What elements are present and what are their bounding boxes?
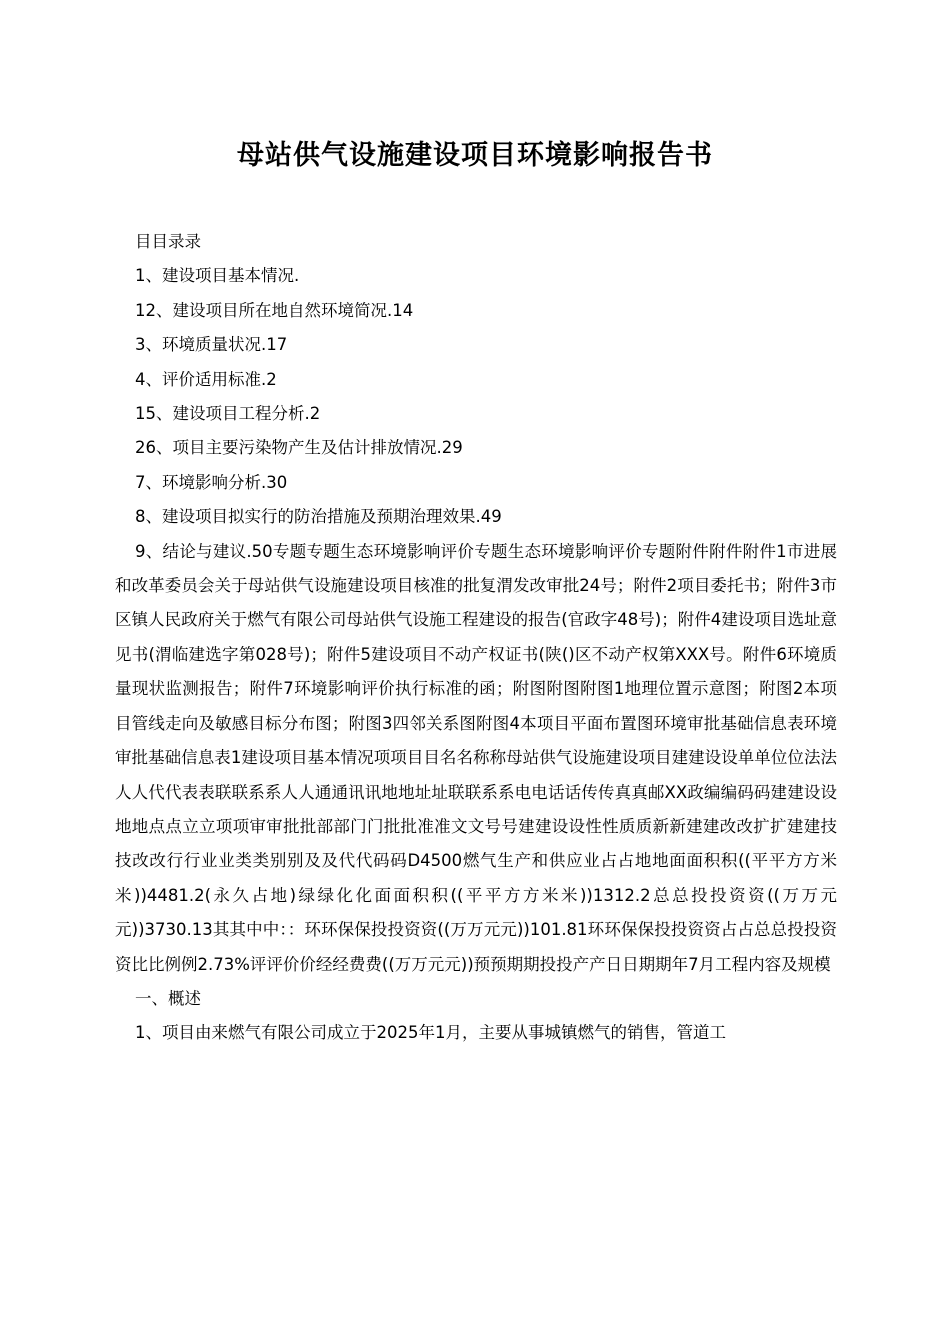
body-paragraph-last: 1、项目由来燃气有限公司成立于2025年1月，主要从事城镇燃气的销售，管道工 bbox=[135, 1023, 726, 1043]
toc-item: 15、建设项目工程分析.2 bbox=[135, 404, 321, 424]
toc-heading: 目目录录 bbox=[135, 232, 201, 251]
toc-item: 7、环境影响分析.30 bbox=[135, 472, 288, 492]
document-title: 母站供气设施建设项目环境影响报告书 bbox=[237, 140, 713, 171]
toc-item: 1、建设项目基本情况. bbox=[135, 266, 300, 286]
toc-item: 3、环境质量状况.17 bbox=[135, 335, 288, 355]
section-heading: 一、概述 bbox=[135, 988, 201, 1008]
toc-item: 4、评价适用标准.2 bbox=[135, 369, 277, 389]
document-body bbox=[115, 225, 837, 1051]
toc-item: 8、建设项目拟实行的防治措施及预期治理效果.49 bbox=[135, 507, 502, 527]
toc-item: 26、项目主要污染物产生及估计排放情况.29 bbox=[135, 438, 463, 458]
body-paragraph: 9、结论与建议.50专题专题生态环境影响评价专题生态环境影响评价专题附件附件附件1市进展和改革委员会关于母站供气设施建设项目核准的批复渭发改审批24号；附件2项目委托书；附件3市区镇人民政府关于燃气有限公司母站供气设施工程建设的报告(官政字48号)；附件4建设项目选址意见书(渭临建选字第028号)；附件5建设项目不动产权证书(陕()区不动产权第XXX号。附件6环境质量现状监测报告；附件7环境影响评价执行标准的函；附图附图附图1地理位置示意图；附图2本项目管线走向及敏感目标分布图；附图3四邻关系图附图4本项目平面布置图环境审批基础信息表环境审批基础信息表1建设项目基本情况项项目目名名称称母站供气设施建设项目建建设设单单位位法法人人代代表表联联系系人人通通讯讯地地址址联联系系电电话话传传真真邮XX政编编码码建建设设地地点点立立项项审审批批部部门门批批准准文文号号建建设设性性质质新新建建改改扩扩建建技技改改行行业业类类别别及及代代码码D4500燃气生产和供应业占占地地面面积积((平平方方米米))4481.2(永久占地)绿绿化化面面积积((平平方方米米))1312.2总总投投资资((万万元元))3730.13其其中中：：环环保保投投资资((万万元元))101.81环环保保投投资资占占总总投投资资比比例例2.73%评评价价经经费费((万万元元))预预期期投投产产日日期期年7月工程内容及规模 bbox=[115, 541, 837, 974]
toc-item: 12、建设项目所在地自然环境简况.14 bbox=[135, 300, 414, 320]
